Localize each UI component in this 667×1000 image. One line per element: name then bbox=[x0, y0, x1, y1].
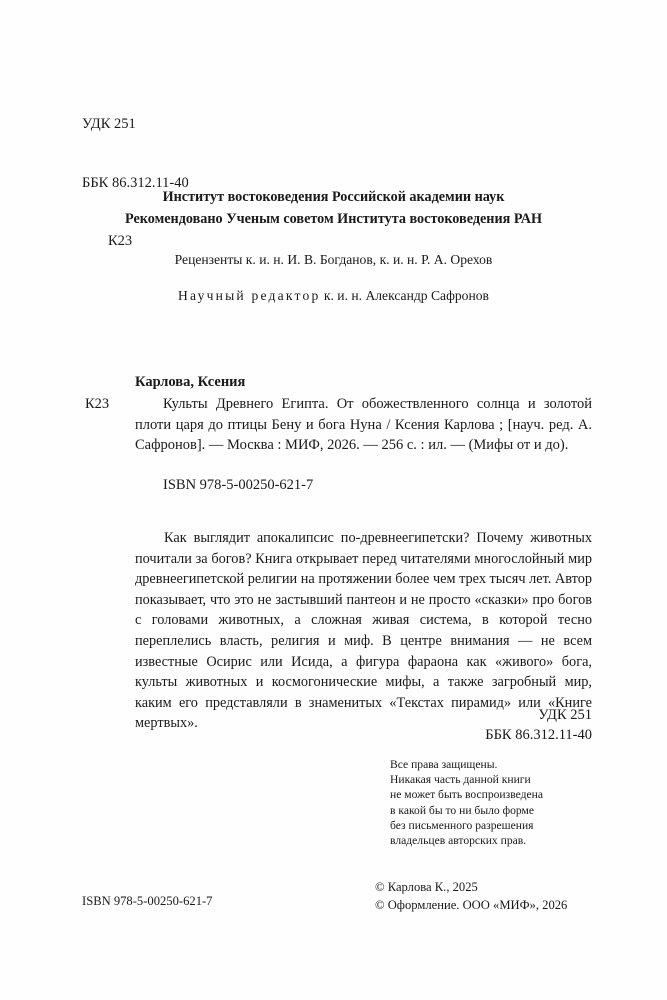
institution-header bbox=[0, 186, 667, 306]
scientific-editor-name: к. и. н. Александр Сафронов bbox=[323, 288, 489, 303]
rights-line-4: в какой бы то ни было форме bbox=[390, 803, 535, 817]
bibliographic-description: Культы Древнего Египта. От обожествленного солнца и золотой плоти царя до птицы Бену и бога Нуна / Ксения Карлова ; [науч. ред. А. Сафронов]. — Москва : МИФ, 2026. — 256 с. : ил. — (Мифы от и до). bbox=[135, 396, 592, 453]
scientific-editor-label: Научный редактор bbox=[178, 288, 321, 303]
bbk-code-bottom: ББК 86.312.11-40 bbox=[485, 727, 592, 743]
bbk-code-top: ББК 86.312.11-40 bbox=[82, 174, 189, 191]
copyright-author: © Карлова К., 2025 bbox=[375, 880, 478, 894]
book-annotation: Как выглядит апокалипсис по-древнеегипетски? Почему животных почитали за богов? Книга открывает перед читателями многослойный мир древнеегипетской религии на протяжении более чем трех тысяч лет. Автор показывает, что это не застывший пантеон и не просто «сказки» про богов с головами животных, а сложная живая система, в которой тесно переплелись власть, религия и миф. В центре внимания — не всем известные Осирис или Исида, а фигура фараона как «живого» бога, культы животных и космогонические мифы, а также загробный мир, каким его представляли в знаменитых «Текстах пирамид» или «Книге мертвых». bbox=[135, 530, 592, 732]
rights-notice bbox=[390, 757, 543, 848]
rights-line-5: без письменного разрешения bbox=[390, 818, 534, 832]
author-mark-top: К23 bbox=[108, 233, 133, 249]
udk-code-bottom: УДК 251 bbox=[538, 707, 592, 723]
copyright-publisher: © Оформление. ООО «МИФ», 2026 bbox=[375, 897, 568, 912]
rights-line-6: владельцев авторских прав. bbox=[390, 834, 527, 848]
bibliographic-record bbox=[85, 372, 592, 495]
isbn-footer: ISBN 978-5-00250-621-7 bbox=[82, 894, 213, 908]
classification-block-bottom bbox=[0, 705, 592, 745]
author-name: Карлова, Ксения bbox=[135, 374, 246, 390]
rights-line-2: Никакая часть данной книги bbox=[390, 773, 531, 787]
institute-name: Институт востоковедения Российской академии наук bbox=[162, 189, 505, 205]
reviewers-line: Рецензенты к. и. н. И. В. Богданов, к. и. н. Р. А. Орехов bbox=[174, 252, 493, 267]
rights-line-3: не может быть воспроизведена bbox=[390, 788, 544, 802]
copyright-block bbox=[375, 879, 567, 914]
isbn-main: ISBN 978-5-00250-621-7 bbox=[163, 476, 314, 493]
scientific-editor-line bbox=[0, 285, 667, 306]
udk-code-top: УДК 251 bbox=[82, 116, 136, 132]
shelf-mark: К23 bbox=[85, 396, 110, 412]
institute-recommendation: Рекомендовано Ученым советом Института востоковедения РАН bbox=[124, 211, 542, 227]
rights-line-1: Все права защищены. bbox=[390, 758, 498, 771]
